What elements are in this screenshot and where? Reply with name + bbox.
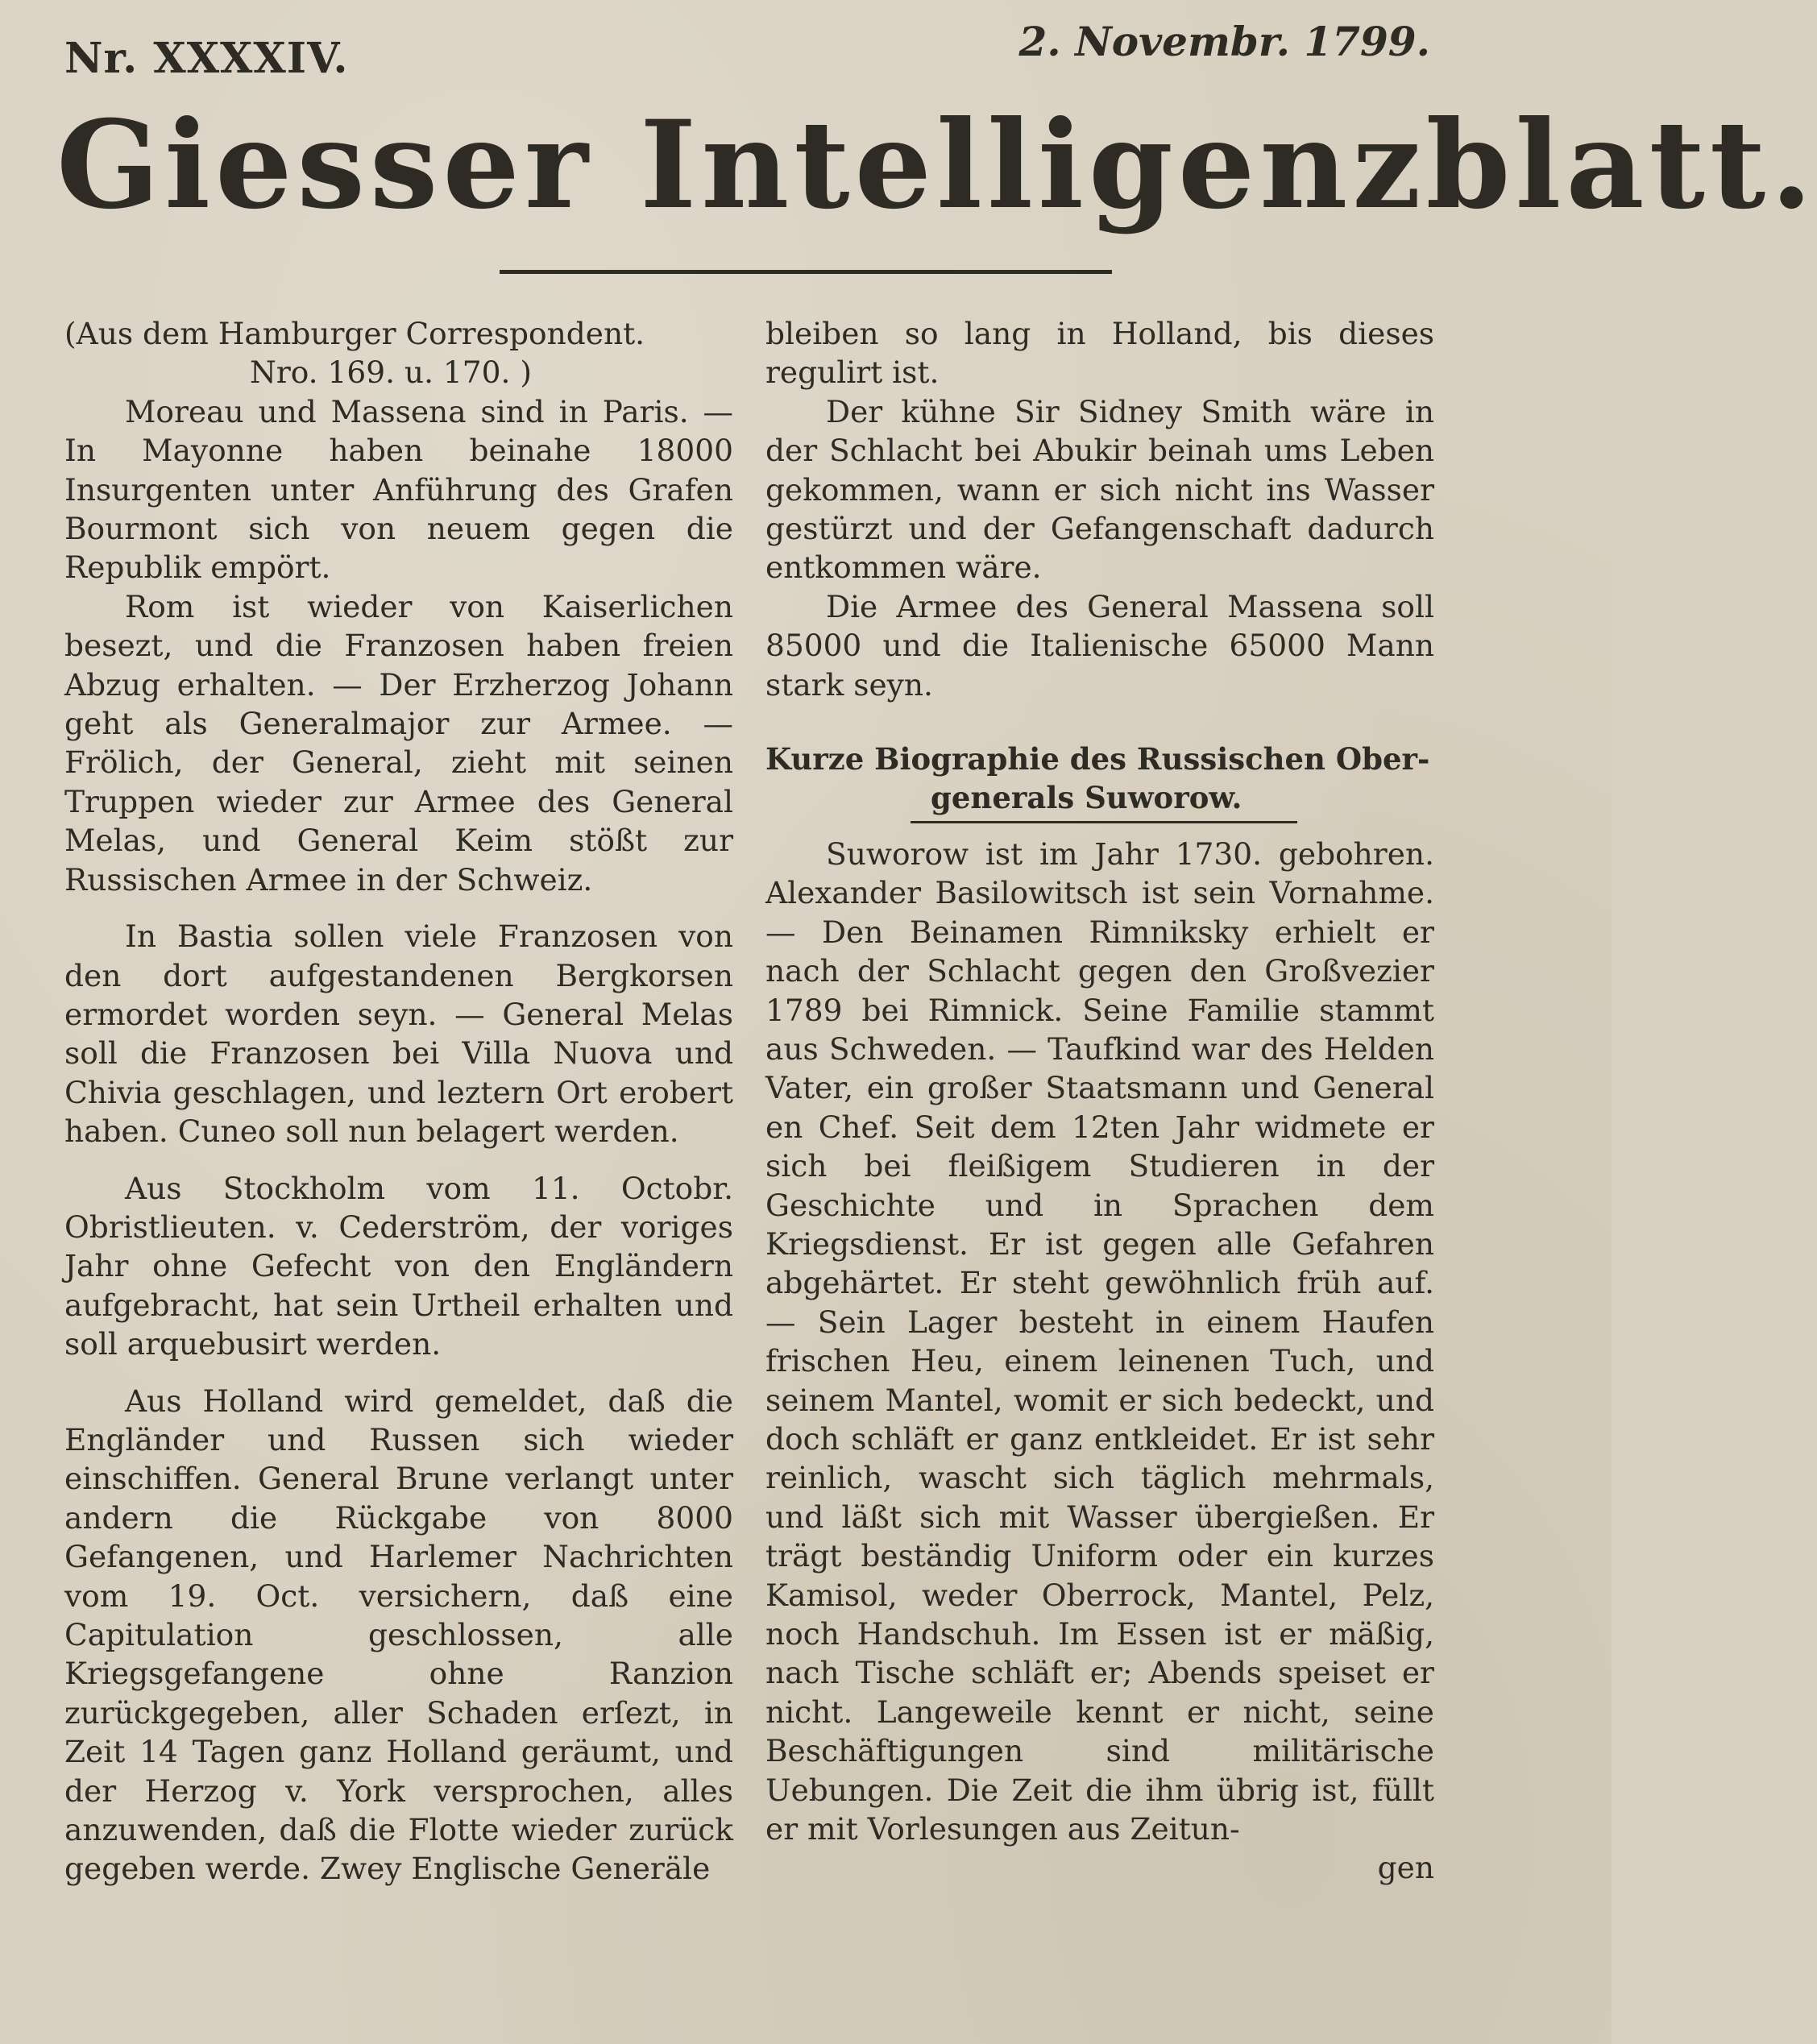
- source-attribution: [64, 314, 733, 392]
- article-paragraph: In Bastia sollen viele Franzosen von den dort aufgestandenen Bergkorsen ermordet worden seyn. — General Melas soll die Franzosen bei Villa Nuova und Chivia geschlagen, und leztern Ort erobert haben. Cuneo soll nun belagert werden.: [64, 918, 733, 1150]
- article-paragraph: Moreau und Massena sind in Paris. — In Mayonne haben beinahe 18000 Insurgenten unter Anführung des Grafen Bourmont sich von neuem gegen die Republik empört.: [64, 393, 733, 586]
- article-paragraph: Rom ist wieder von Kaiserlichen besezt, und die Franzosen haben freien Abzug erhalten. — Der Erzherzog Johann geht als Generalmajor zur Armee. — Frölich, der General, zieht mit seinen Truppen wieder zur Armee des General Melas, und General Keim stößt zur Russischen Armee in der Schweiz.: [64, 588, 733, 898]
- masthead-rule: [500, 270, 1112, 274]
- right-column: [765, 314, 1434, 1888]
- article-paragraph: Aus Stockholm vom 11. Octobr. Obristlieuten. v. Cederström, der voriges Jahr ohne Gefecht von den Engländern aufgebracht, hat sein Urtheil erhalten und soll arquebusirt werden.: [64, 1170, 733, 1362]
- article-paragraph: Aus Holland wird gemeldet, daß die Engländer und Russen sich wieder einschiffen. General Brune verlangt unter andern die Rückgabe von 8000 Gefangenen, und Harlemer Nachrichten vom 19. Oct. versichern, daß eine Capitulation geschlossen, alle Kriegsgefangene ohne Ranzion zurückgegeben, aller Schaden erſezt, in Zeit 14 Tagen ganz Holland geräumt, und der Herzog v. York versprochen, alles anzuwenden, daß die Flotte wieder zurück gegeben werde. Zwey Englische Generäle: [64, 1383, 733, 1887]
- left-column: [64, 314, 733, 1889]
- source-line-1: (Aus dem Hamburger Correspondent.: [64, 316, 645, 351]
- article-paragraph: Der kühne Sir Sidney Smith wäre in der Schlacht bei Abukir beinah ums Leben gekommen, wann er sich nicht ins Wasser gestürzt und der Gefangenschaft dadurch entkommen wäre.: [765, 393, 1434, 586]
- issue-date: 2. Novembr. 1799.: [1018, 18, 1430, 65]
- masthead-title: Giesser Intelligenzblatt.: [56, 94, 1817, 236]
- article-paragraph: bleiben so lang in Holland, bis dieses regulirt ist.: [765, 316, 1434, 391]
- heading-line-2: generals Suworow.: [931, 780, 1242, 816]
- biography-text: Suworow ist im Jahr 1730. gebohren. Alexander Basilowitsch ist sein Vornahme. — Den Beinamen Rimniksky erhielt er nach der Schlacht gegen den Großvezier 1789 bei Rimnick. Seine Familie stammt aus Schweden. — Taufkind war des Helden Vater, ein großer Staatsmann und General en Chef. Seit dem 12ten Jahr widmete er sich bei fleißigem Studieren in der Geschichte und in Sprachen dem Kriegsdienst. Er ist gegen alle Gefahren abgehärtet. Er steht gewöhnlich früh auf. — Sein Lager besteht in einem Haufen frischen Heu, einem leinenen Tuch, und seinem Mantel, womit er sich bedeckt, und doch schläft er ganz entkleidet. Er ist sehr reinlich, wascht sich täglich mehrmals, und läßt sich mit Wasser übergießen. Er trägt beständig Uniform oder ein kurzes Kamisol, weder Oberrock, Mantel, Pelz, noch Handschuh. Im Essen ist er mäßig, nach Tische schläft er; Abends speiset er nicht. Langeweile kennt er nicht, seine Beschäftigungen sind militärische Uebungen. Die Zeit die ihm übrig ist, füllt er mit Vorlesungen aus Zeitun-: [765, 835, 1434, 1847]
- issue-number: Nr. XXXXIV.: [64, 34, 349, 83]
- biography-heading: [765, 740, 1434, 818]
- catchword: gen: [1377, 1850, 1434, 1886]
- article-paragraph: Die Armee des General Massena soll 85000 und die Italienische 65000 Mann stark seyn.: [765, 588, 1434, 703]
- source-line-2: Nro. 169. u. 170. ): [250, 354, 532, 391]
- heading-rule: [911, 821, 1297, 823]
- heading-line-1: Kurze Biographie des Russischen Ober-: [765, 741, 1430, 777]
